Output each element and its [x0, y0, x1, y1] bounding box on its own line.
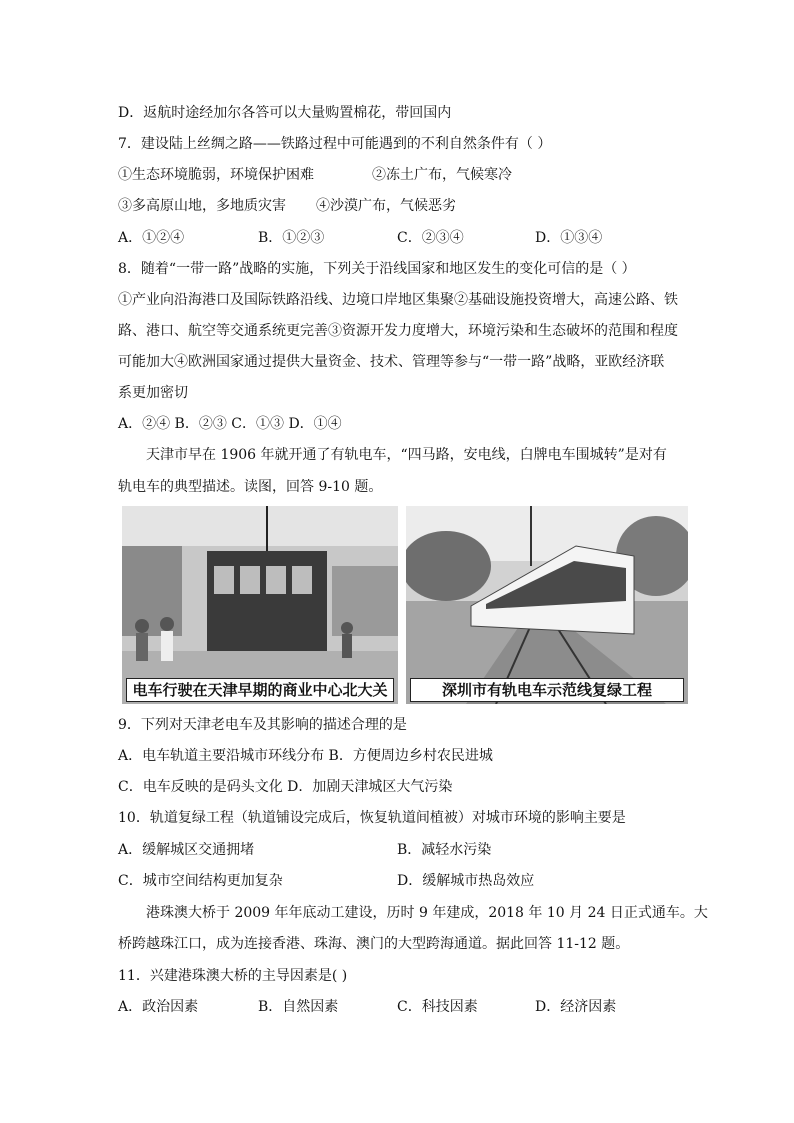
- q7-item-3: ③多高原山地，多地质灾害: [118, 198, 286, 214]
- modern-tram-photo: [406, 506, 688, 704]
- q7-item-1: ①生态环境脆弱，环境保护困难: [118, 167, 314, 183]
- old-tram-caption: 电车行驶在天津早期的商业中心北大关: [126, 678, 394, 702]
- q8-stem: 8．随着“一带一路”战略的实施，下列关于沿线国家和地区发生的变化可信的是（ ）: [118, 261, 636, 277]
- passage-bridge-1: 港珠澳大桥于 2009 年年底动工建设，历时 9 年建成，2018 年 10 月 24 日正式通车。大: [146, 905, 708, 921]
- modern-tram-caption: 深圳市有轨电车示范线复绿工程: [410, 678, 684, 702]
- q9-options-ab: A．电车轨道主要沿城市环线分布 B．方便周边乡村农民进城: [118, 748, 493, 764]
- q11-option-a: A．政治因素: [118, 999, 199, 1015]
- q7-option-c: C．②③④: [397, 230, 464, 246]
- q11-stem: 11．兴建港珠澳大桥的主导因素是( ): [118, 968, 348, 984]
- q7-option-d: D．①③④: [535, 230, 603, 246]
- q8-body-4: 系更加密切: [118, 385, 188, 401]
- q7-option-a: A．①②④: [118, 230, 185, 246]
- q7-stem: 7．建设陆上丝绸之路——铁路过程中可能遇到的不利自然条件有（ ）: [118, 136, 552, 152]
- q10-stem: 10．轨道复绿工程（轨道铺设完成后，恢复轨道间植被）对城市环境的影响主要是: [118, 810, 626, 826]
- q8-body-3: 可能加大④欧洲国家通过提供大量资金、技术、管理等参与“一带一路”战略，亚欧经济联: [118, 354, 665, 370]
- q7-item-2: ②冻土广布，气候寒冷: [372, 167, 512, 183]
- passage-tianjin-2: 轨电车的典型描述。读图，回答 9-10 题。: [118, 479, 383, 495]
- passage-bridge-2: 桥跨越珠江口，成为连接香港、珠海、澳门的大型跨海通道。据此回答 11-12 题。: [118, 936, 630, 952]
- q8-body-2: 路、港口、航空等交通系统更完善③资源开发力度增大，环境污染和生态破坏的范围和程度: [118, 323, 678, 339]
- q6-option-d: D．返航时途经加尔各答可以大量购置棉花，带回国内: [118, 105, 452, 121]
- q9-options-cd: C．电车反映的是码头文化 D．加剧天津城区大气污染: [118, 779, 453, 795]
- q8-options: A．②④ B．②③ C．①③ D．①④: [118, 416, 342, 432]
- q10-option-d: D．缓解城市热岛效应: [397, 873, 535, 889]
- q7-item-4: ④沙漠广布，气候恶劣: [316, 198, 456, 214]
- q11-option-c: C．科技因素: [397, 999, 478, 1015]
- q7-option-b: B．①②③: [258, 230, 325, 246]
- q10-option-c: C．城市空间结构更加复杂: [118, 873, 283, 889]
- q10-option-a: A．缓解城区交通拥堵: [118, 842, 255, 858]
- q9-stem: 9．下列对天津老电车及其影响的描述合理的是: [118, 717, 407, 733]
- q8-body-1: ①产业向沿海港口及国际铁路沿线、边境口岸地区集聚②基础设施投资增大，高速公路、铁: [118, 292, 678, 308]
- q11-option-d: D．经济因素: [535, 999, 617, 1015]
- q10-option-b: B．减轻水污染: [397, 842, 492, 858]
- q11-option-b: B．自然因素: [258, 999, 339, 1015]
- passage-tianjin-1: 天津市早在 1906 年就开通了有轨电车，“四马路，安电线，白牌电车围城转”是对有: [146, 447, 667, 463]
- old-tram-photo: [122, 506, 398, 704]
